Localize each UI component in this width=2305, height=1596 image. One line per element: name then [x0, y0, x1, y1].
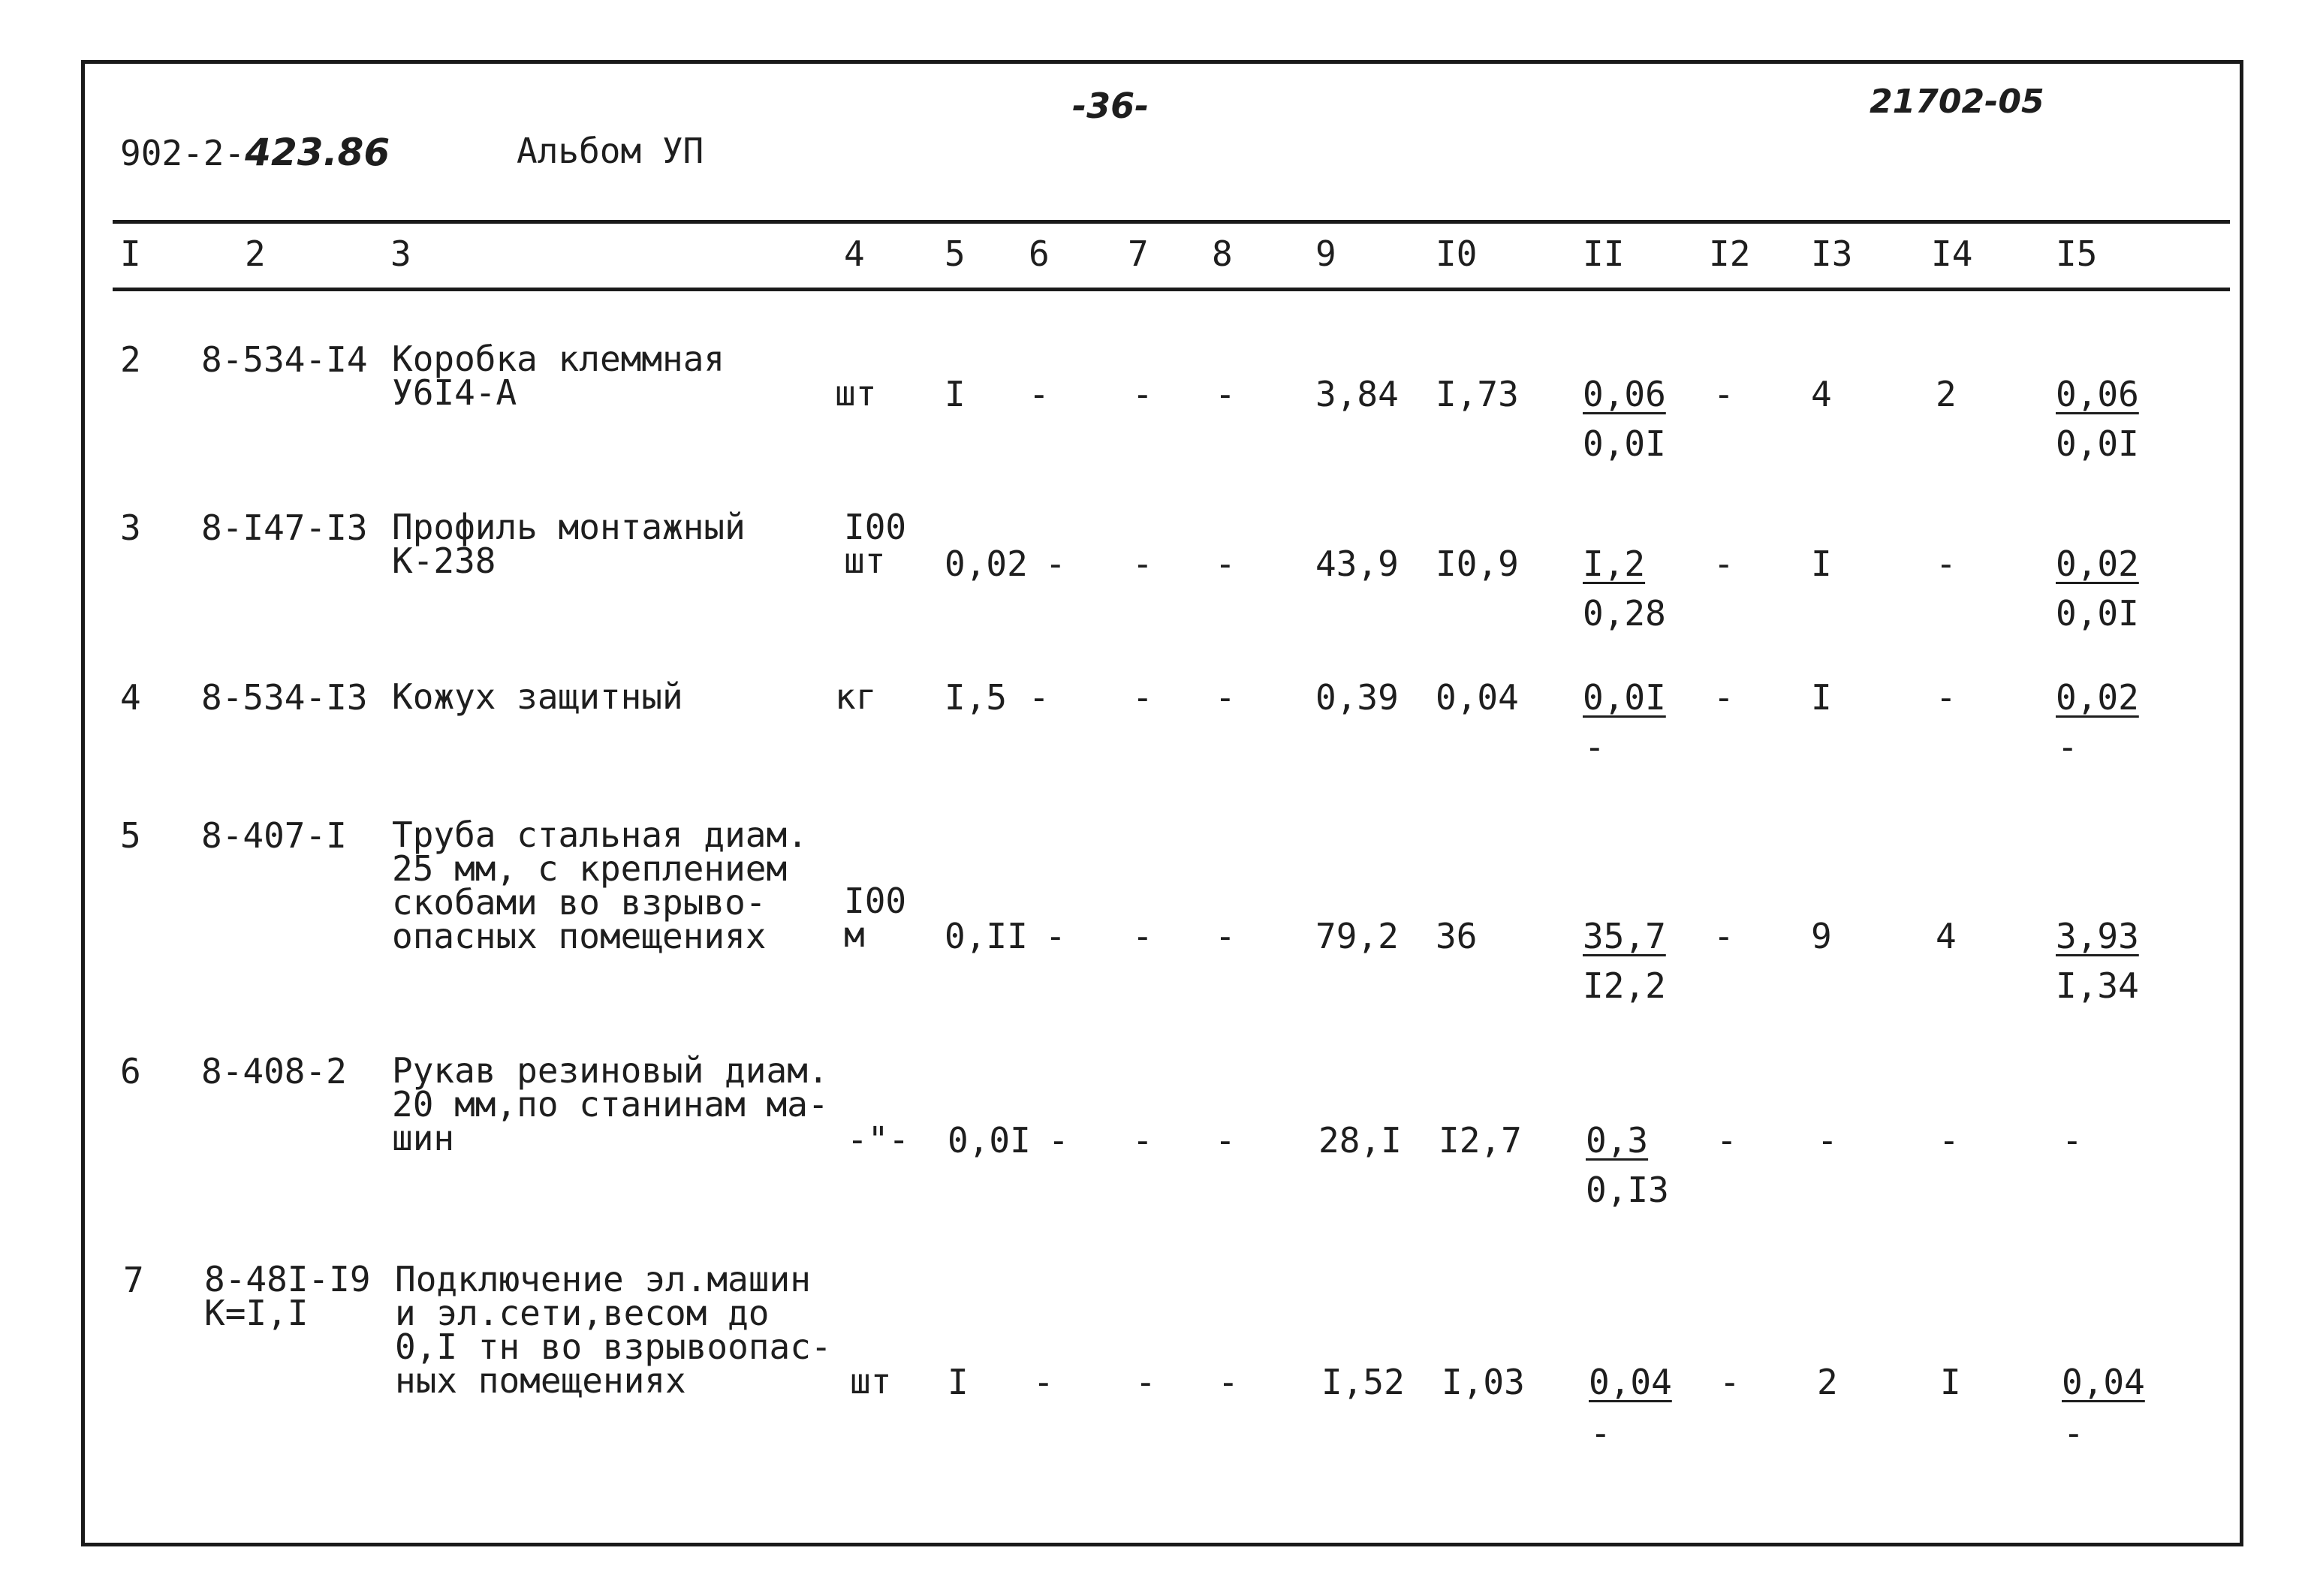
col-header: 3 — [390, 233, 411, 274]
row-number: 4 — [120, 677, 141, 718]
c9-cell: 79,2 — [1315, 916, 1399, 956]
name-cell: Коробка клеммная У6I4-А — [392, 339, 725, 414]
unit-cell: шт — [835, 373, 877, 414]
c15-top: 0,02 — [2056, 544, 2139, 584]
code-cell: 8-534-I4 — [201, 339, 368, 380]
c15-top: 3,93 — [2056, 916, 2139, 956]
c7-cell: - — [1132, 374, 1153, 414]
unit-cell: I00 м — [844, 881, 907, 956]
c11-top: 0,04 — [1589, 1362, 1672, 1402]
c7-cell: - — [1132, 544, 1153, 584]
doc-number-printed: 902-2- — [120, 133, 246, 173]
c11-top: 0,3 — [1586, 1120, 1649, 1161]
header-rule-top — [113, 220, 2230, 224]
c9-cell: 43,9 — [1315, 544, 1399, 584]
code-cell: 8-48I-I9 К=I,I — [204, 1259, 371, 1334]
c10-cell: I,03 — [1442, 1362, 1525, 1402]
col-header: I0 — [1436, 233, 1478, 274]
c13-cell: 4 — [1811, 374, 1832, 414]
c15-top: - — [2062, 1120, 2083, 1161]
c9-cell: 28,I — [1318, 1120, 1402, 1161]
unit-cell: кг — [835, 676, 877, 717]
page-number: -36- — [1072, 86, 1149, 126]
col-header: 6 — [1029, 233, 1050, 274]
name-cell: Кожух защитный — [392, 676, 683, 717]
c13-cell: I — [1811, 544, 1832, 584]
c14-cell: - — [1939, 1120, 1960, 1161]
col-header: I5 — [2056, 233, 2098, 274]
c15-top: 0,02 — [2056, 677, 2139, 718]
c13-cell: - — [1817, 1120, 1838, 1161]
c8-cell: - — [1215, 544, 1236, 584]
c5-cell: 0,0I — [948, 1120, 1031, 1161]
c5-cell: I — [945, 374, 966, 414]
c15-bottom: - — [2063, 1413, 2084, 1453]
c9-cell: 0,39 — [1315, 677, 1399, 718]
c13-cell: 2 — [1817, 1362, 1838, 1402]
unit-cell: I00 шт — [844, 507, 907, 582]
row-number: 3 — [120, 507, 141, 548]
c11-bottom: I2,2 — [1583, 965, 1666, 1006]
album-label: Альбом УП — [517, 131, 704, 171]
name-cell: Труба стальная диам. 25 мм, с креплением скобами во взрыво- опасных помещениях — [392, 815, 808, 957]
c12-cell: - — [1713, 374, 1734, 414]
unit-cell: -"- — [847, 1119, 910, 1160]
c10-cell: 0,04 — [1436, 677, 1519, 718]
c9-cell: 3,84 — [1315, 374, 1399, 414]
c7-cell: - — [1132, 1120, 1153, 1161]
c10-cell: I2,7 — [1439, 1120, 1522, 1161]
col-header: 9 — [1315, 233, 1336, 274]
code-cell: 8-534-I3 — [201, 677, 368, 718]
doc-number-handwritten: 423.86 — [245, 131, 390, 174]
c14-cell: 2 — [1936, 374, 1957, 414]
col-header: 7 — [1128, 233, 1149, 274]
c11-bottom: - — [1584, 727, 1605, 767]
c11-top: 0,0I — [1583, 677, 1666, 718]
row-number: 2 — [120, 339, 141, 380]
col-header: II — [1583, 233, 1625, 274]
c15-top: 0,04 — [2062, 1362, 2145, 1402]
unit-cell: шт — [850, 1361, 892, 1402]
c6-cell: - — [1045, 916, 1066, 956]
c11-bottom: 0,28 — [1583, 593, 1666, 634]
col-header: 2 — [245, 233, 266, 274]
col-header: I2 — [1709, 233, 1751, 274]
c15-top: 0,06 — [2056, 374, 2139, 414]
col-header: 5 — [945, 233, 966, 274]
code-cell: 8-407-I — [201, 815, 347, 856]
c5-cell: 0,02 — [945, 544, 1028, 584]
c15-bottom: I,34 — [2056, 965, 2139, 1006]
c7-cell: - — [1135, 1362, 1156, 1402]
code-cell: 8-408-2 — [201, 1051, 347, 1092]
name-cell: Рукав резиновый диам. 20 мм,по станинам ма- шин — [392, 1050, 829, 1159]
c12-cell: - — [1713, 916, 1734, 956]
c15-bottom: 0,0I — [2056, 423, 2139, 464]
c11-top: 0,06 — [1583, 374, 1666, 414]
c8-cell: - — [1215, 1120, 1236, 1161]
c15-bottom: 0,0I — [2056, 593, 2139, 634]
c6-cell: - — [1033, 1362, 1054, 1402]
c10-cell: 36 — [1436, 916, 1478, 956]
c7-cell: - — [1132, 916, 1153, 956]
c7-cell: - — [1132, 677, 1153, 718]
c12-cell: - — [1713, 677, 1734, 718]
row-number: 7 — [123, 1260, 144, 1300]
c15-bottom: - — [2057, 727, 2078, 767]
c11-bottom: 0,I3 — [1586, 1170, 1669, 1210]
c10-cell: I,73 — [1436, 374, 1519, 414]
c9-cell: I,52 — [1321, 1362, 1405, 1402]
c14-cell: I — [1940, 1362, 1961, 1402]
c6-cell: - — [1045, 544, 1066, 584]
c13-cell: I — [1811, 677, 1832, 718]
c13-cell: 9 — [1811, 916, 1832, 956]
c8-cell: - — [1215, 374, 1236, 414]
doc-number — [120, 131, 390, 174]
c6-cell: - — [1029, 374, 1050, 414]
col-header: 4 — [844, 233, 865, 274]
row-number: 6 — [120, 1051, 141, 1092]
c11-bottom: - — [1590, 1413, 1611, 1453]
c11-top: I,2 — [1583, 544, 1646, 584]
c6-cell: - — [1048, 1120, 1069, 1161]
c6-cell: - — [1029, 677, 1050, 718]
c8-cell: - — [1218, 1362, 1239, 1402]
c5-cell: I — [948, 1362, 969, 1402]
c14-cell: 4 — [1936, 916, 1957, 956]
c11-top: 35,7 — [1583, 916, 1666, 956]
c12-cell: - — [1716, 1120, 1737, 1161]
row-number: 5 — [120, 815, 141, 856]
c5-cell: 0,II — [945, 916, 1028, 956]
c14-cell: - — [1936, 544, 1957, 584]
c14-cell: - — [1936, 677, 1957, 718]
c12-cell: - — [1719, 1362, 1740, 1402]
col-header: I — [120, 233, 141, 274]
header-rule-bottom — [113, 288, 2230, 291]
c8-cell: - — [1215, 677, 1236, 718]
c5-cell: I,5 — [945, 677, 1008, 718]
code-cell: 8-I47-I3 — [201, 507, 368, 548]
c12-cell: - — [1713, 544, 1734, 584]
name-cell: Профиль монтажный К-238 — [392, 507, 746, 582]
name-cell: Подключение эл.машин и эл.сети,весом до 0,I тн во взрывоопас- ных помещениях — [395, 1259, 832, 1402]
col-header: I3 — [1811, 233, 1853, 274]
c11-bottom: 0,0I — [1583, 423, 1666, 464]
c10-cell: I0,9 — [1436, 544, 1519, 584]
col-header: 8 — [1212, 233, 1233, 274]
col-header: I4 — [1931, 233, 1973, 274]
inventory-number: 21702-05 — [1870, 83, 2044, 121]
c8-cell: - — [1215, 916, 1236, 956]
